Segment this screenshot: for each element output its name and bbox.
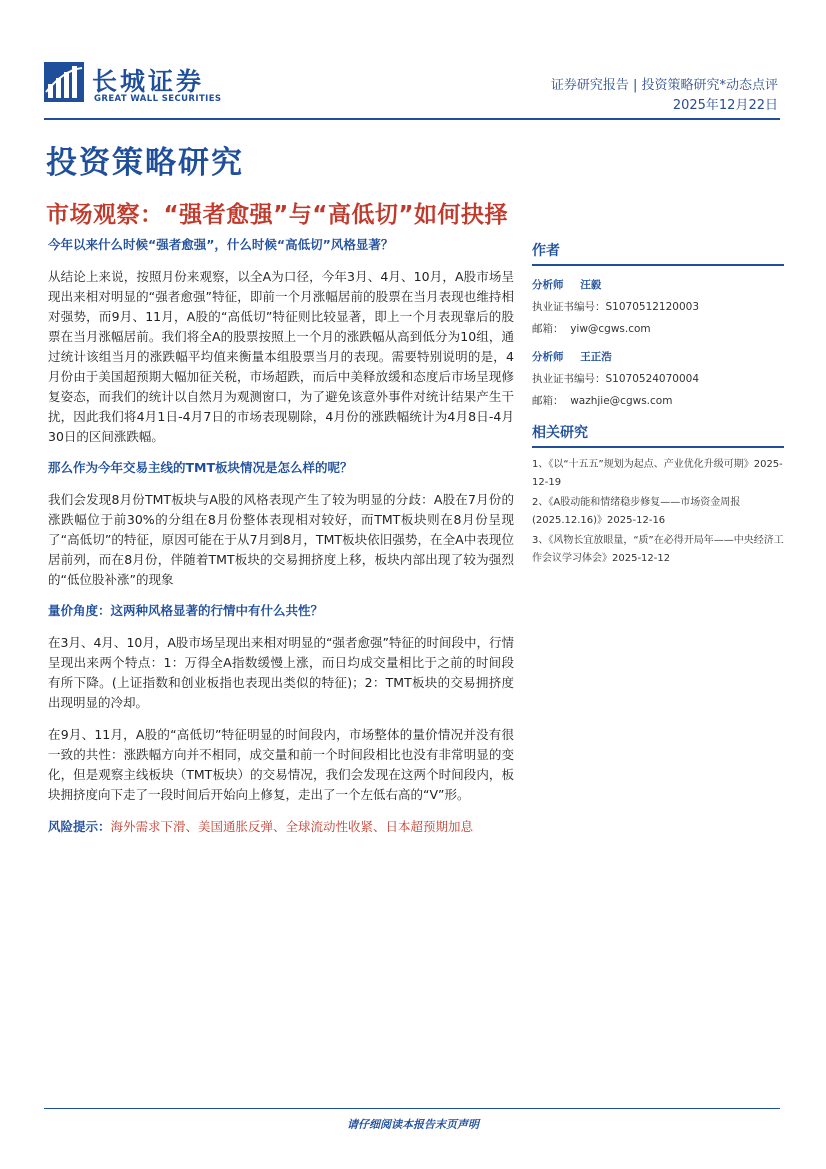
section-question: 今年以来什么时候“强者愈强”，什么时候“高低切”风格显著？ [48, 237, 394, 252]
related-item[interactable]: 3、《风物长宜放眼量，“质”在必得开局年——中央经济工作会议学习体会》2025-12-12 [532, 535, 784, 564]
report-date: 2025年12月22日 [672, 98, 778, 113]
related-research [532, 422, 784, 568]
risk-text: 海外需求下滑、美国通胀反弹、全球流动性收紧、日本超预期加息 [110, 819, 474, 834]
section-paragraph: 我们会发现8月份TMT板块与A股的风格表现产生了较为明显的分歧：A股在7月份的涨跌幅位于前30%的分组在8月份整体表现相对较好，而TMT板块则在8月份呈现了“高低切”的特征，原因可能在于从7月到8月，TMT板块依旧强势，在全A中表现位居前列，而在8月份，伴随着TMT板块的交易拥挤度上移，板块内部出现了较为强烈的“低位股补涨”的现象 [48, 492, 514, 587]
footer-disclaimer: 请仔细阅读本报告末页声明 [347, 1118, 479, 1131]
sidebar [532, 240, 784, 570]
section-paragraph: 在9月、11月，A股的“高低切”特征明显的时间段内，市场整体的量价情况并没有很一致的共性：涨跌幅方向并不相同，成交量和前一个时间段相比也没有非常明显的变化，但是观察主线板块（TMT板块）的交易情况，我们会发现在这两个时间段内，板块拥挤度向下走了一段时间后开始向上修复，走出了一个左低右高的“V”形。 [48, 727, 514, 802]
header-divider [44, 118, 780, 120]
report-title: 市场观察：“强者愈强”与“高低切”如何抉择 [46, 202, 508, 228]
analyst-card [532, 274, 784, 340]
cert-number: S1070512120003 [605, 301, 700, 313]
page-title: 投资策略研究 [46, 145, 244, 181]
email-link[interactable]: yiw@cgws.com [570, 323, 651, 335]
cert-label: 执业证书编号： [532, 301, 606, 313]
main-content [48, 236, 514, 837]
cert-number: S1070524070004 [605, 373, 700, 385]
authors-heading: 作者 [532, 240, 784, 266]
related-heading: 相关研究 [532, 422, 784, 448]
great-wall-logo-icon [44, 62, 84, 102]
email-label: 邮箱： [532, 323, 564, 335]
section-question: 量价角度：这两种风格显著的行情中有什么共性？ [48, 603, 324, 618]
section-paragraph: 在3月、4月、10月，A股市场呈现出来相对明显的“强者愈强”特征的时间段中，行情呈现出来两个特点：1：万得全A指数缓慢上涨，而日均成交量相比于之前的时间段有所下降。(上证指数和创业板指也表现出类似的特征)；2：TMT板块的交易拥挤度出现明显的冷却。 [48, 635, 514, 710]
related-item[interactable]: 1、《以“十五五”规划为起点、产业优化升级可期》2025-12-19 [532, 459, 783, 488]
related-item[interactable]: 2、《A股动能和情绪稳步修复——市场资金周报(2025.12.16)》2025-12-16 [532, 497, 741, 526]
analyst-role: 分析师 [532, 279, 564, 291]
company-name-cn: 长城证券 [92, 67, 205, 96]
footer-divider [44, 1108, 780, 1109]
analyst-name: 王正浩 [580, 351, 612, 363]
company-logo [44, 58, 224, 108]
email-label: 邮箱： [532, 395, 564, 407]
risk-label: 风险提示： [48, 819, 111, 834]
analyst-card [532, 346, 784, 412]
analyst-name: 汪毅 [580, 279, 602, 291]
email-link[interactable]: wazhjie@cgws.com [570, 395, 673, 407]
section-question: 那么作为今年交易主线的TMT板块情况是怎么样的呢？ [48, 460, 353, 475]
analyst-role: 分析师 [532, 351, 564, 363]
report-type: 证券研究报告 | 投资策略研究*动态点评 [550, 78, 778, 93]
cert-label: 执业证书编号： [532, 373, 606, 385]
risk-warning [48, 817, 514, 837]
company-name-en: GREAT WALL SECURITIES [94, 94, 222, 104]
section-paragraph: 从结论上来说，按照月份来观察，以全A为口径，今年3月、4月、10月，A股市场呈现出来相对明显的“强者愈强”特征，即前一个月涨幅居前的股票在当月表现也维持相对强势，而9月、11月，A股的“高低切”特征则比较显著，即上一个月表现靠后的股票在当月涨幅居前。我们将全A的股票按照上一个月的涨跌幅从高到低分为10组，通过统计该组当月的涨跌幅平均值来衡量本组股票当月的表现。需要特别说明的是，4月份由于美国超预期大幅加征关税，市场超跌，而后中美释放缓和态度后市场呈现修复姿态，而我们的统计以自然月为观测窗口，为了避免该意外事件对统计结果产生干扰，因此我们将4月1日-4月7日的市场表现剔除，4月份的涨跌幅统计为4月8日-4月30日的区间涨跌幅。 [48, 269, 514, 444]
